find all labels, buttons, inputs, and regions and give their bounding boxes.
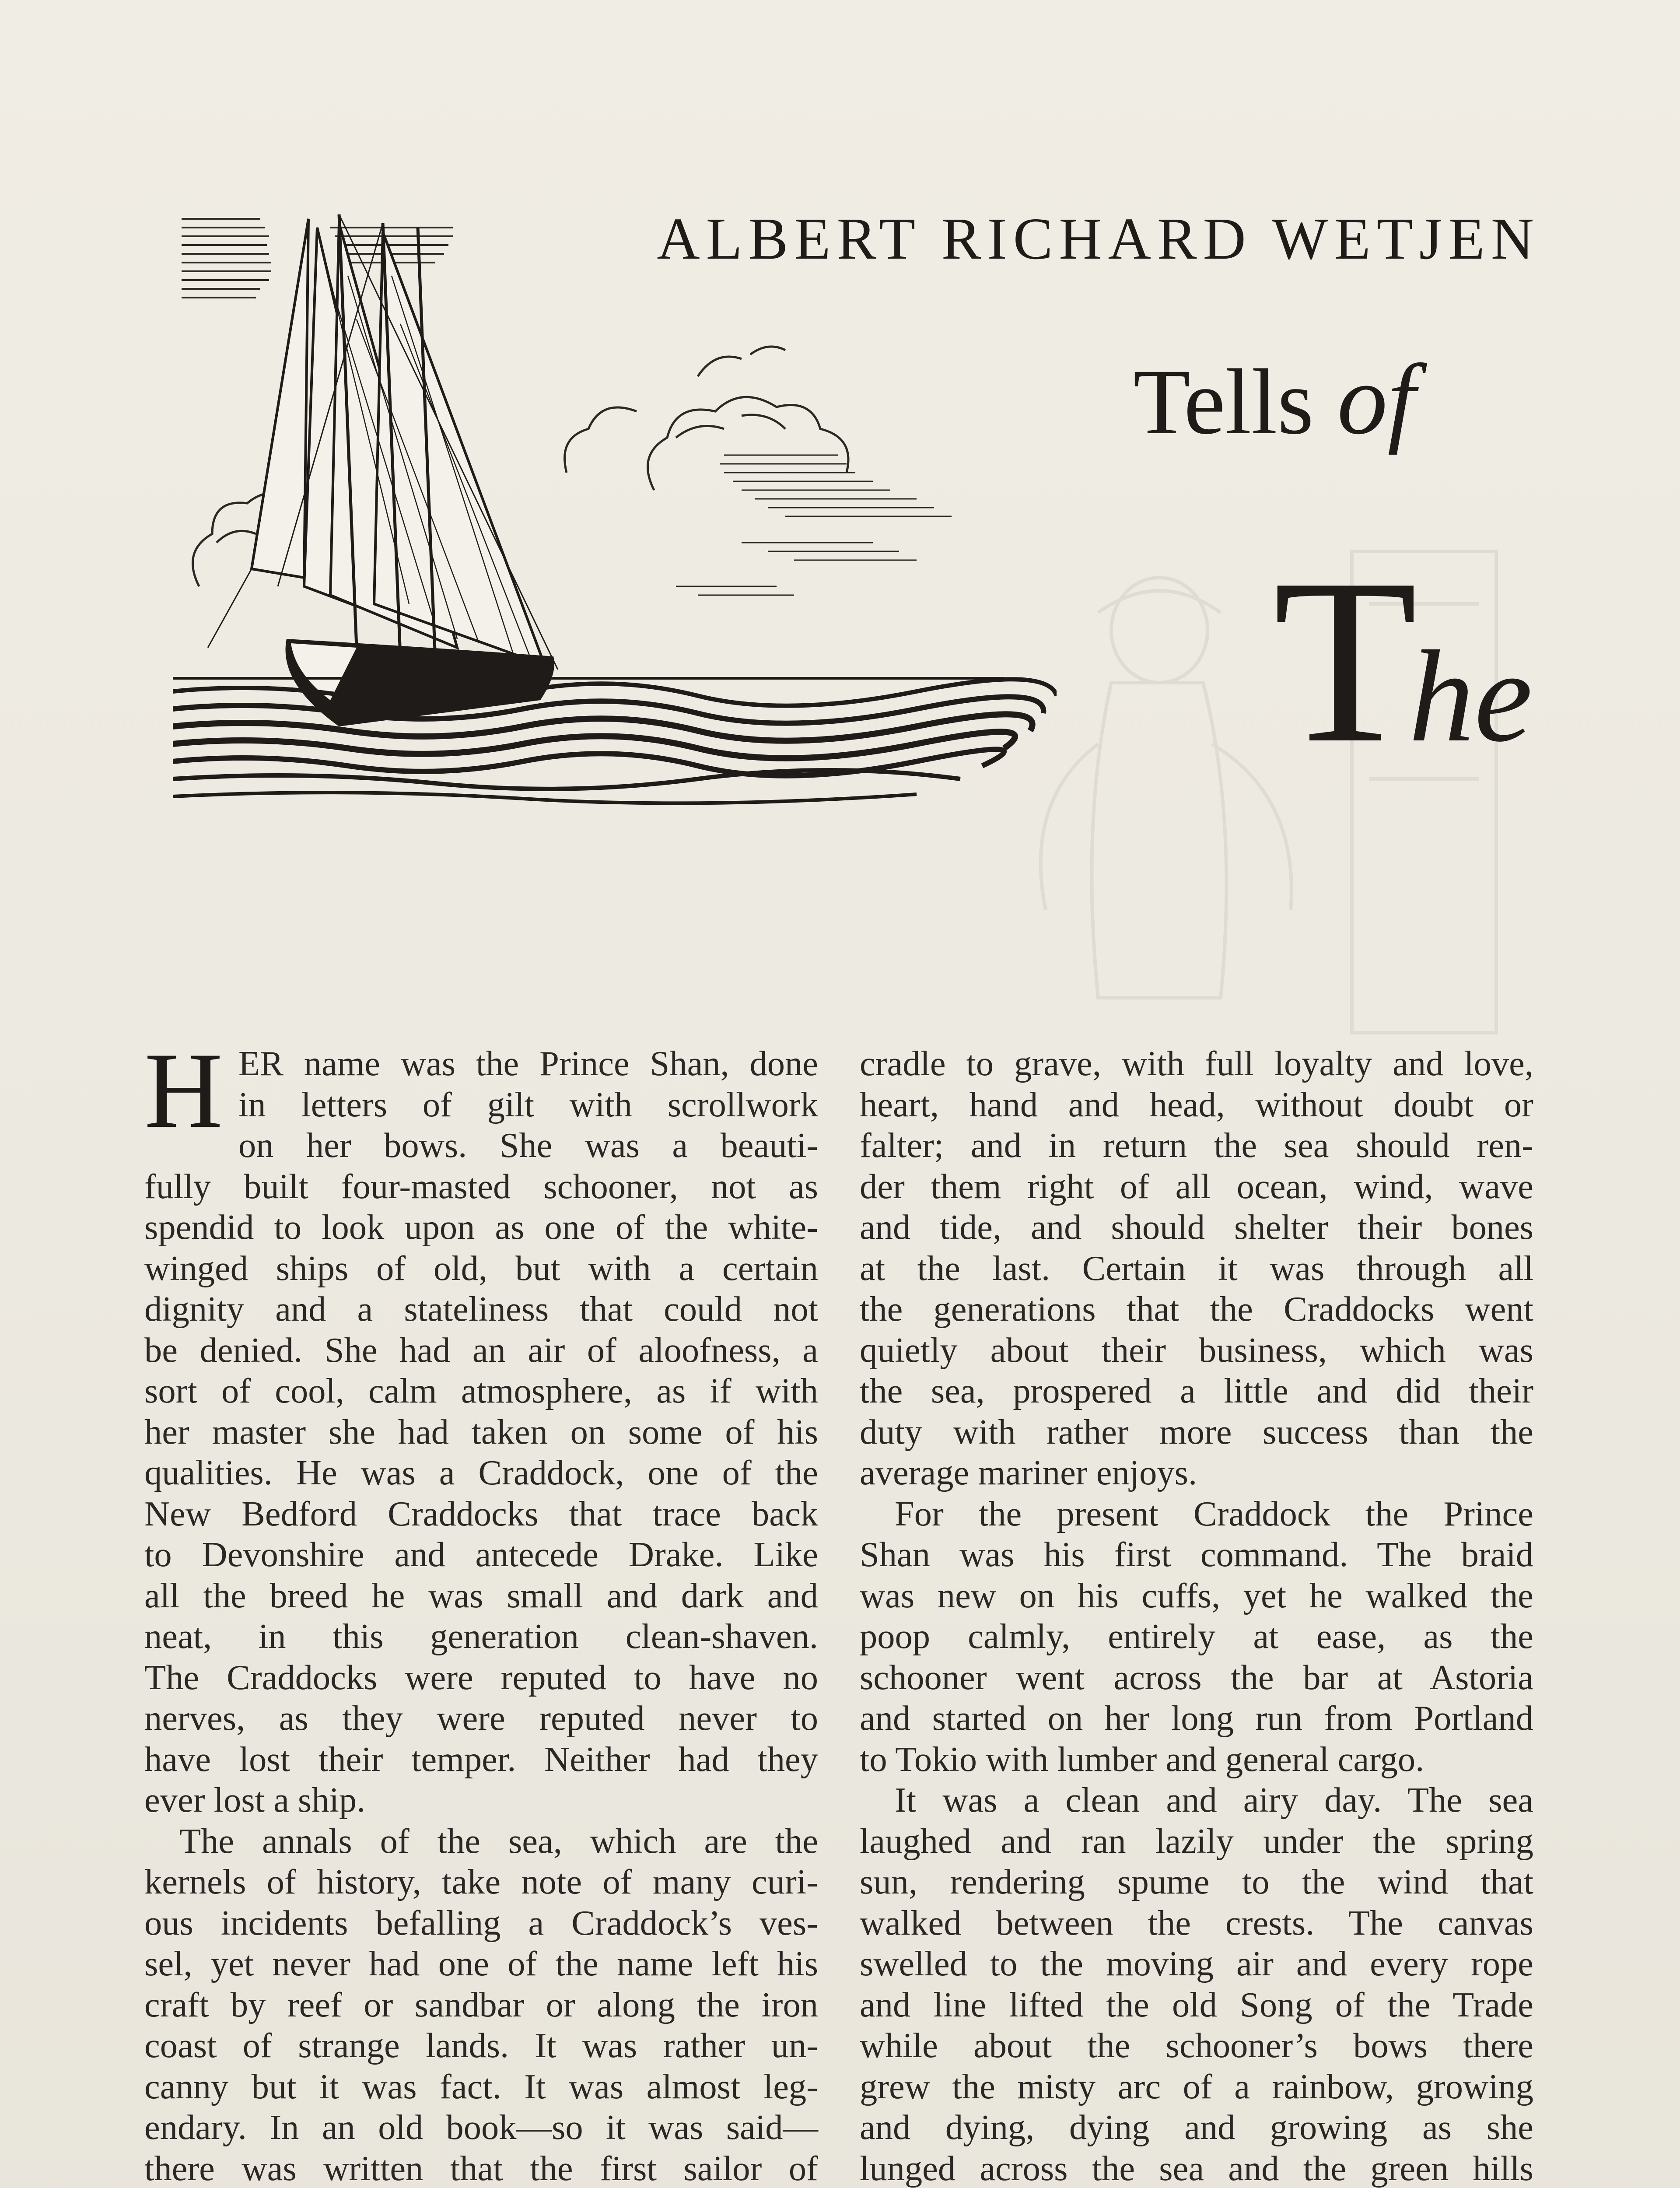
- text-line: der them right of all ocean, wind, wave: [860, 1167, 1533, 1206]
- title-the: [1273, 530, 1579, 792]
- text-line: It was a clean and airy day. The sea: [895, 1781, 1533, 1820]
- title-the-rest: he: [1408, 624, 1533, 769]
- text-line: ous incidents befalling a Craddock’s ves-: [144, 1903, 818, 1943]
- article-left-column: [144, 1030, 818, 2188]
- text-line: duty with rather more success than the: [860, 1412, 1533, 1452]
- text-line: to Tokio with lumber and general cargo.: [860, 1739, 1424, 1779]
- text-line: grew the misty arc of a rainbow, growing: [860, 2067, 1533, 2106]
- title-of: of: [1337, 344, 1416, 455]
- text-line: New Bedford Craddocks that trace back: [144, 1494, 818, 1533]
- text-line: winged ships of old, but with a certain: [144, 1248, 818, 1288]
- text-line: nerves, as they were reputed never to: [144, 1699, 818, 1738]
- text-line: and line lifted the old Song of the Trade: [860, 1985, 1533, 2024]
- text-line: spendid to look upon as one of the white-: [144, 1208, 818, 1247]
- text-line: lunged across the sea and the green hills: [860, 2149, 1533, 2188]
- text-line: dignity and a stateliness that could not: [144, 1290, 818, 1329]
- text-line: be denied. She had an air of aloofness, a: [144, 1330, 818, 1370]
- text-line: and tide, and should shelter their bones: [860, 1208, 1533, 1247]
- text-line: to Devonshire and antecede Drake. Like: [144, 1535, 818, 1574]
- text-line: average mariner enjoys.: [860, 1453, 1197, 1492]
- text-line: have lost their temper. Neither had they: [144, 1739, 818, 1779]
- text-line: sel, yet never had one of the name left his: [144, 1944, 818, 1983]
- text-line: sun, rendering spume to the wind that: [860, 1862, 1533, 1901]
- text-line: and dying, dying and growing as she: [860, 2108, 1533, 2147]
- text-line: canny but it was fact. It was almost leg-: [144, 2067, 818, 2106]
- text-line: all the breed he was small and dark and: [144, 1576, 818, 1615]
- text-line: on her bows. She was a beauti-: [238, 1126, 818, 1165]
- text-line: craft by reef or sandbar or along the iron: [144, 1985, 818, 2024]
- text-line: laughed and ran lazily under the spring: [860, 1821, 1533, 1861]
- text-line: qualities. He was a Craddock, one of the: [144, 1453, 818, 1492]
- text-line: and started on her long run from Portland: [860, 1699, 1533, 1738]
- text-line: kernels of history, take note of many curi-: [144, 1862, 818, 1901]
- text-line: falter; and in return the sea should ren-: [860, 1126, 1533, 1165]
- text-line: was new on his cuffs, yet he walked the: [860, 1576, 1533, 1615]
- text-line: walked between the crests. The canvas: [860, 1903, 1533, 1943]
- title-tells: Tells: [1133, 350, 1314, 454]
- drop-cap: H: [144, 1030, 223, 1150]
- text-line: sort of cool, calm atmosphere, as if with: [144, 1371, 818, 1410]
- author-name: ALBERT RICHARD WETJEN: [657, 206, 1540, 272]
- article-right-column: [860, 1043, 1533, 2188]
- text-line: the generations that the Craddocks went: [860, 1290, 1533, 1329]
- text-line: at the last. Certain it was through all: [860, 1248, 1533, 1288]
- text-line: ER name was the Prince Shan, done: [238, 1044, 818, 1083]
- text-line: there was written that the first sailor of: [144, 2149, 818, 2188]
- title-the-capital: T: [1273, 530, 1418, 792]
- text-line: endary. In an old book—so it was said—: [144, 2108, 818, 2147]
- schooner-illustration: [173, 210, 1057, 823]
- text-line: schooner went across the bar at Astoria: [860, 1658, 1533, 1697]
- text-line: poop calmly, entirely at ease, as the: [860, 1617, 1533, 1656]
- text-line: The Craddocks were reputed to have no: [144, 1658, 818, 1697]
- text-line: ever lost a ship.: [144, 1781, 366, 1820]
- text-line: swelled to the moving air and every rope: [860, 1944, 1533, 1983]
- text-line: her master she had taken on some of his: [144, 1412, 818, 1452]
- text-line: the sea, prospered a little and did their: [860, 1371, 1533, 1410]
- text-line: For the present Craddock the Prince: [895, 1494, 1533, 1533]
- text-line: in letters of gilt with scrollwork: [238, 1085, 818, 1124]
- text-line: heart, hand and head, without doubt or: [860, 1085, 1533, 1124]
- text-line: Shan was his first command. The braid: [860, 1535, 1533, 1574]
- text-line: quietly about their business, which was: [860, 1330, 1533, 1370]
- text-line: neat, in this generation clean-shaven.: [144, 1617, 818, 1656]
- text-line: coast of strange lands. It was rather un-: [144, 2026, 818, 2065]
- text-line: The annals of the sea, which are the: [179, 1821, 818, 1861]
- text-line: cradle to grave, with full loyalty and love,: [860, 1044, 1533, 1083]
- text-line: while about the schooner’s bows there: [860, 2026, 1533, 2065]
- text-line: fully built four-masted schooner, not as: [144, 1167, 818, 1206]
- title-tells-of: [1133, 341, 1505, 473]
